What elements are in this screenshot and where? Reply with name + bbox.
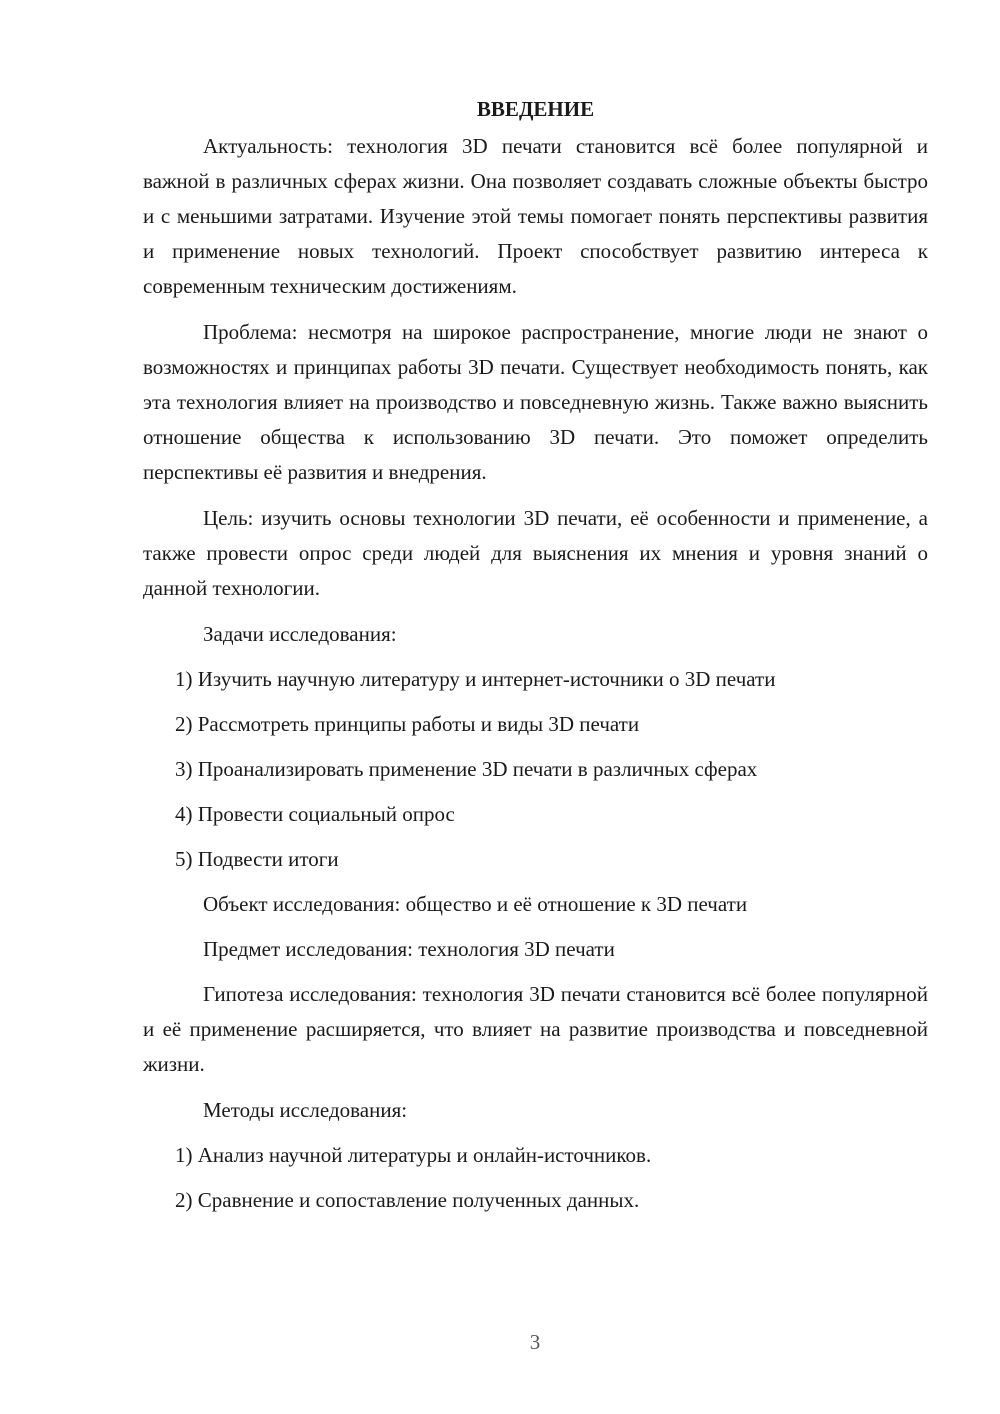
task-item: 5) Подвести итоги (175, 847, 339, 871)
section-heading: ВВЕДЕНИЕ (476, 97, 595, 121)
document-page (143, 92, 928, 1228)
task-item: 4) Провести социальный опрос (175, 802, 455, 826)
hypothesis-paragraph: Гипотеза исследования: технология 3D печати становится всё более популярной и её применение расширяется, что влияет на развитие производства и повседневной жизни. (143, 982, 928, 1076)
methods-title: Методы исследования: (203, 1098, 408, 1122)
research-object: Объект исследования: общество и её отношение к 3D печати (203, 892, 748, 916)
method-item: 2) Сравнение и сопоставление полученных данных. (175, 1188, 640, 1212)
task-item: 1) Изучить научную литературу и интернет-источники о 3D печати (175, 667, 776, 691)
problem-paragraph: Проблема: несмотря на широкое распространение, многие люди не знают о возможностях и принципах работы 3D печати. Существует необходимость понять, как эта технология влияет на производство и повседневную жизнь. Также важно выяснить отношение общества к использованию 3D печати. Это поможет определить перспективы её развития и внедрения. (143, 320, 928, 484)
page-number: 3 (529, 1330, 541, 1354)
task-item: 3) Проанализировать применение 3D печати в различных сферах (175, 757, 758, 781)
tasks-title: Задачи исследования: (203, 622, 397, 646)
goal-paragraph: Цель: изучить основы технологии 3D печати, её особенности и применение, а также провести опрос среди людей для выяснения их мнения и уровня знаний о данной технологии. (143, 506, 928, 600)
method-item: 1) Анализ научной литературы и онлайн-источников. (175, 1143, 652, 1167)
research-subject: Предмет исследования: технология 3D печати (203, 937, 615, 961)
task-item: 2) Рассмотреть принципы работы и виды 3D печати (175, 712, 640, 736)
relevance-paragraph: Актуальность: технология 3D печати становится всё более популярной и важной в различных сферах жизни. Она позволяет создавать сложные объекты быстро и с меньшими затратами. Изучение этой темы помогает понять перспективы развития и применение новых технологий. Проект способствует развитию интереса к современным техническим достижениям. (143, 134, 928, 298)
